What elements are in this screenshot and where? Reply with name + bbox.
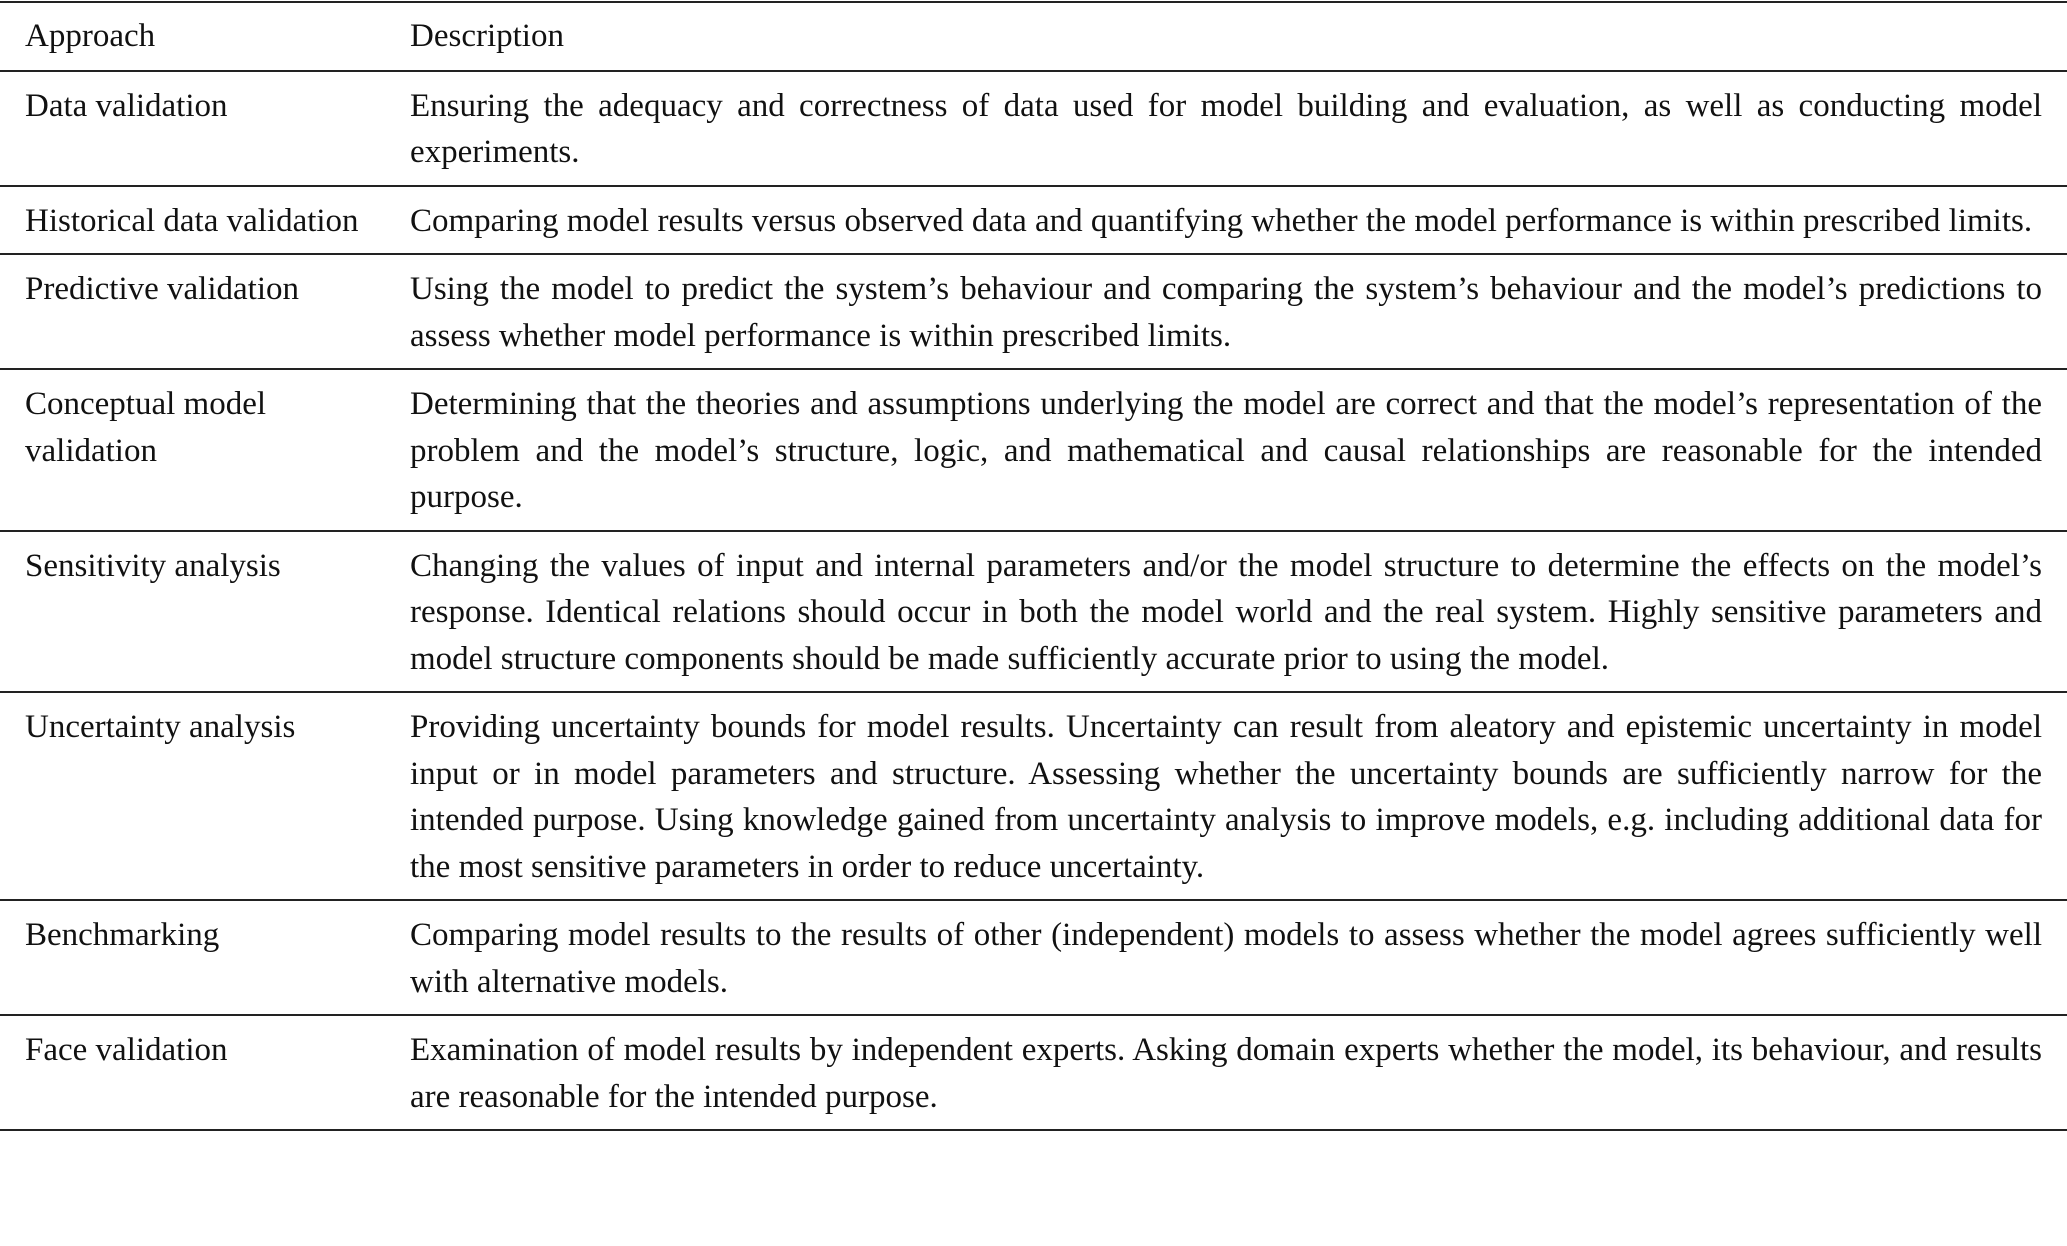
description-cell: Comparing model results to the results of other (independent) models to assess whether the model agrees sufficiently well with alternative models.	[410, 917, 2042, 1000]
description-cell: Providing uncertainty bounds for model results. Uncertainty can result from aleatory and epistemic uncertainty in model input or in model parameters and structure. Assessing whether the uncertainty bounds are sufficiently narrow for the intended purpose. Using knowledge gained from uncertainty analysis to improve models, e.g. including additional data for the most sensitive parameters in order to reduce uncertainty.	[410, 709, 2042, 885]
table-header-row	[0, 2, 2067, 71]
approach-cell: Sensitivity analysis	[25, 547, 281, 584]
table-row	[0, 254, 2067, 369]
approach-cell: Uncertainty analysis	[25, 709, 296, 745]
table-row	[0, 692, 2067, 900]
approach-cell: Benchmarking	[25, 917, 220, 953]
table-row	[0, 1015, 2067, 1130]
table-row	[0, 369, 2067, 531]
description-cell: Ensuring the adequacy and correctness of data used for model building and evaluation, as well as conducting model experiments.	[410, 87, 2042, 170]
table-row	[0, 900, 2067, 1015]
table-row	[0, 531, 2067, 693]
approach-cell: Predictive validation	[25, 271, 300, 307]
approach-cell: Face validation	[25, 1032, 228, 1068]
description-cell: Determining that the theories and assumptions underlying the model are correct and that the model’s representation of the problem and the model’s structure, logic, and mathematical and causal relationships are reasonable for the intended purpose.	[410, 386, 2042, 515]
approach-cell: Data validation	[25, 87, 228, 124]
table-row	[0, 71, 2067, 186]
description-cell: Using the model to predict the system’s behaviour and comparing the system’s behaviour and the model’s predictions to assess whether model performance is within prescribed limits.	[410, 271, 2042, 354]
column-header-approach: Approach	[25, 18, 156, 54]
table-row	[0, 186, 2067, 255]
description-cell: Comparing model results versus observed data and quantifying whether the model performance is within prescribed limits.	[410, 202, 2033, 239]
approach-cell: Historical data validation	[25, 202, 359, 239]
description-cell: Examination of model results by independent experts. Asking domain experts whether the model, its behaviour, and results are reasonable for the intended purpose.	[410, 1032, 2042, 1115]
column-header-description: Description	[410, 18, 564, 54]
description-cell: Changing the values of input and internal parameters and/or the model structure to determine the effects on the model’s response. Identical relations should occur in both the model world and the real system. Highly sensitive parameters and model structure components should be made sufficiently accurate prior to using the model.	[410, 547, 2042, 677]
validation-approaches-table	[0, 1, 2067, 1131]
approach-cell: Conceptual model validation	[25, 386, 267, 469]
